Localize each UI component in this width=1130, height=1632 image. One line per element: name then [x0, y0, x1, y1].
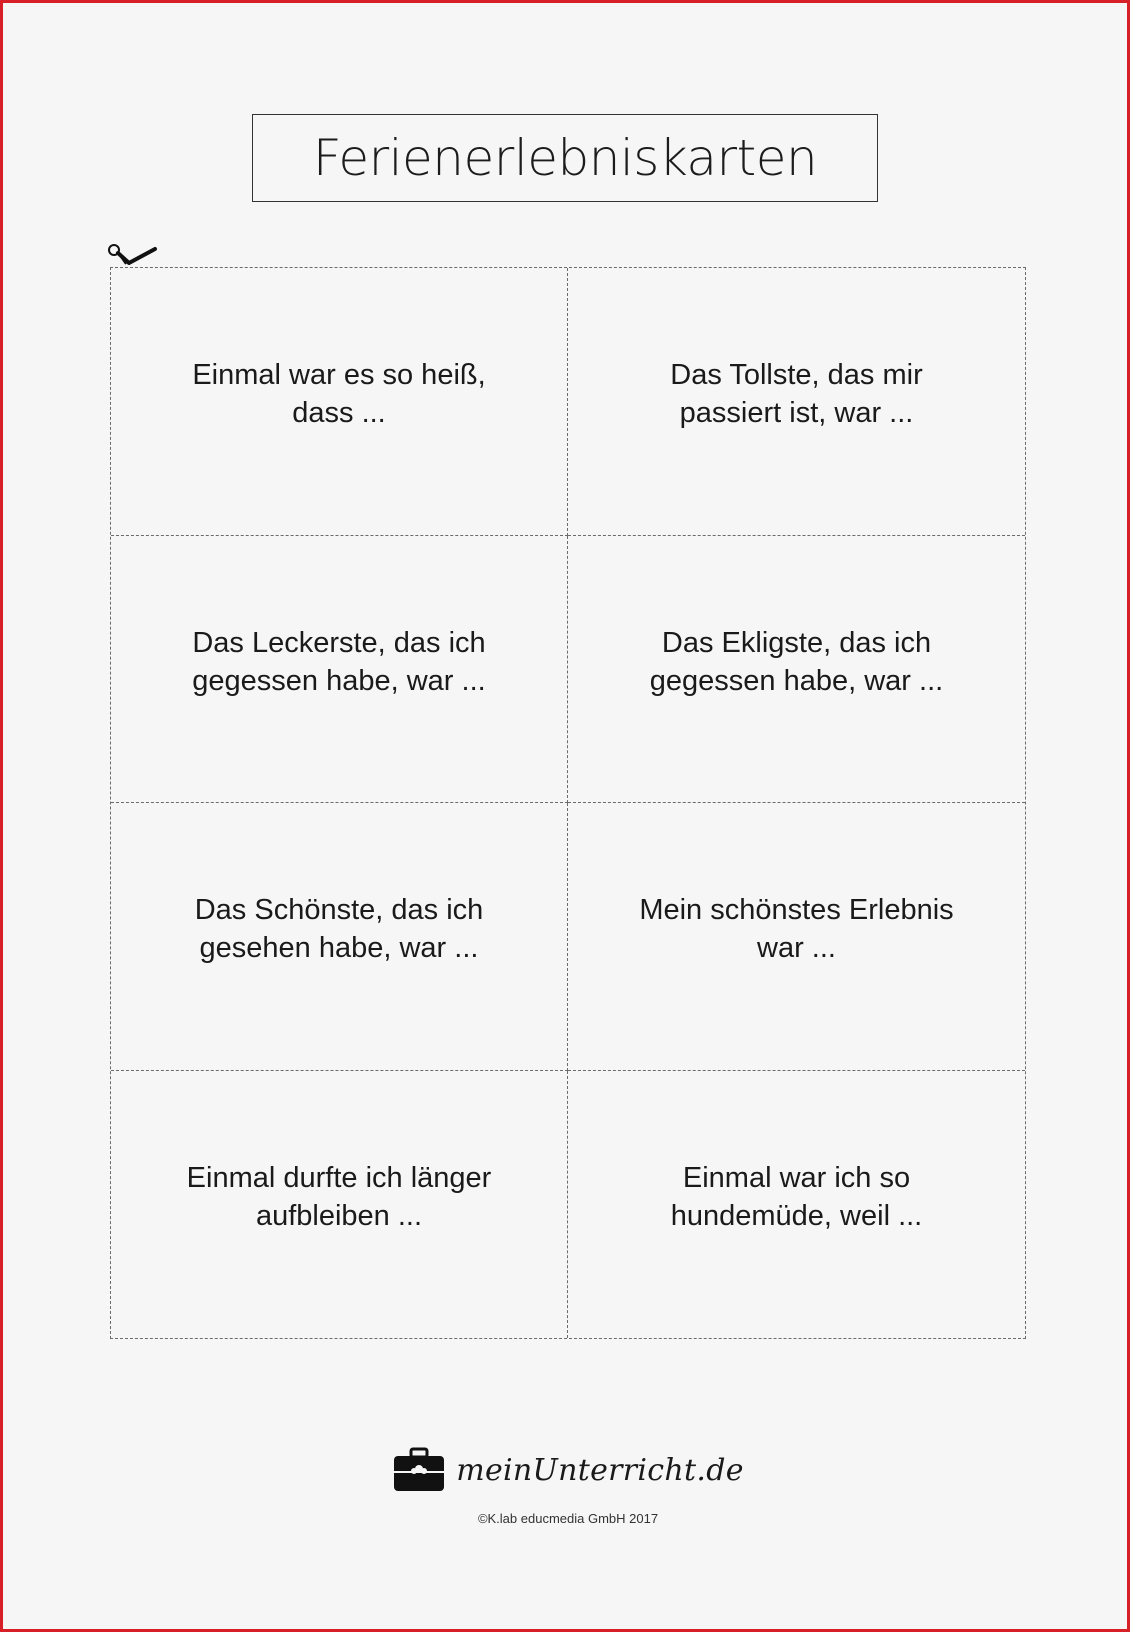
- card-8: [568, 1071, 1025, 1339]
- title-box: [252, 114, 878, 202]
- card-text: Einmal war es so heiß, dass ...: [192, 359, 486, 430]
- card-7: [111, 1071, 568, 1339]
- card-1: [111, 268, 568, 536]
- card-3: [111, 536, 568, 804]
- briefcase-icon: [392, 1447, 446, 1493]
- card-2: [568, 268, 1025, 536]
- card-text: Das Schönste, das ich gesehen habe, war ...: [194, 894, 484, 965]
- card-4: [568, 536, 1025, 804]
- page-title: Ferienerlebniskarten: [312, 129, 818, 187]
- logo-text: meinUnterricht.de: [456, 1452, 744, 1488]
- card-text: Einmal war ich so hundemüde, weil ...: [670, 1162, 923, 1233]
- card-text: Das Tollste, das mir passiert ist, war ...: [670, 359, 923, 430]
- card-text: Einmal durfte ich länger aufbleiben ...: [186, 1162, 492, 1233]
- card-text: Das Leckerste, das ich gegessen habe, war ...: [192, 626, 486, 697]
- card-grid: [110, 267, 1026, 1339]
- card-text: Mein schönstes Erlebnis war ...: [639, 894, 954, 965]
- copyright-text: ©K.lab educmedia GmbH 2017: [477, 1511, 659, 1526]
- footer-logo: [3, 1447, 1130, 1493]
- card-text: Das Ekligste, das ich gegessen habe, war ...: [649, 626, 944, 697]
- card-6: [568, 803, 1025, 1071]
- card-5: [111, 803, 568, 1071]
